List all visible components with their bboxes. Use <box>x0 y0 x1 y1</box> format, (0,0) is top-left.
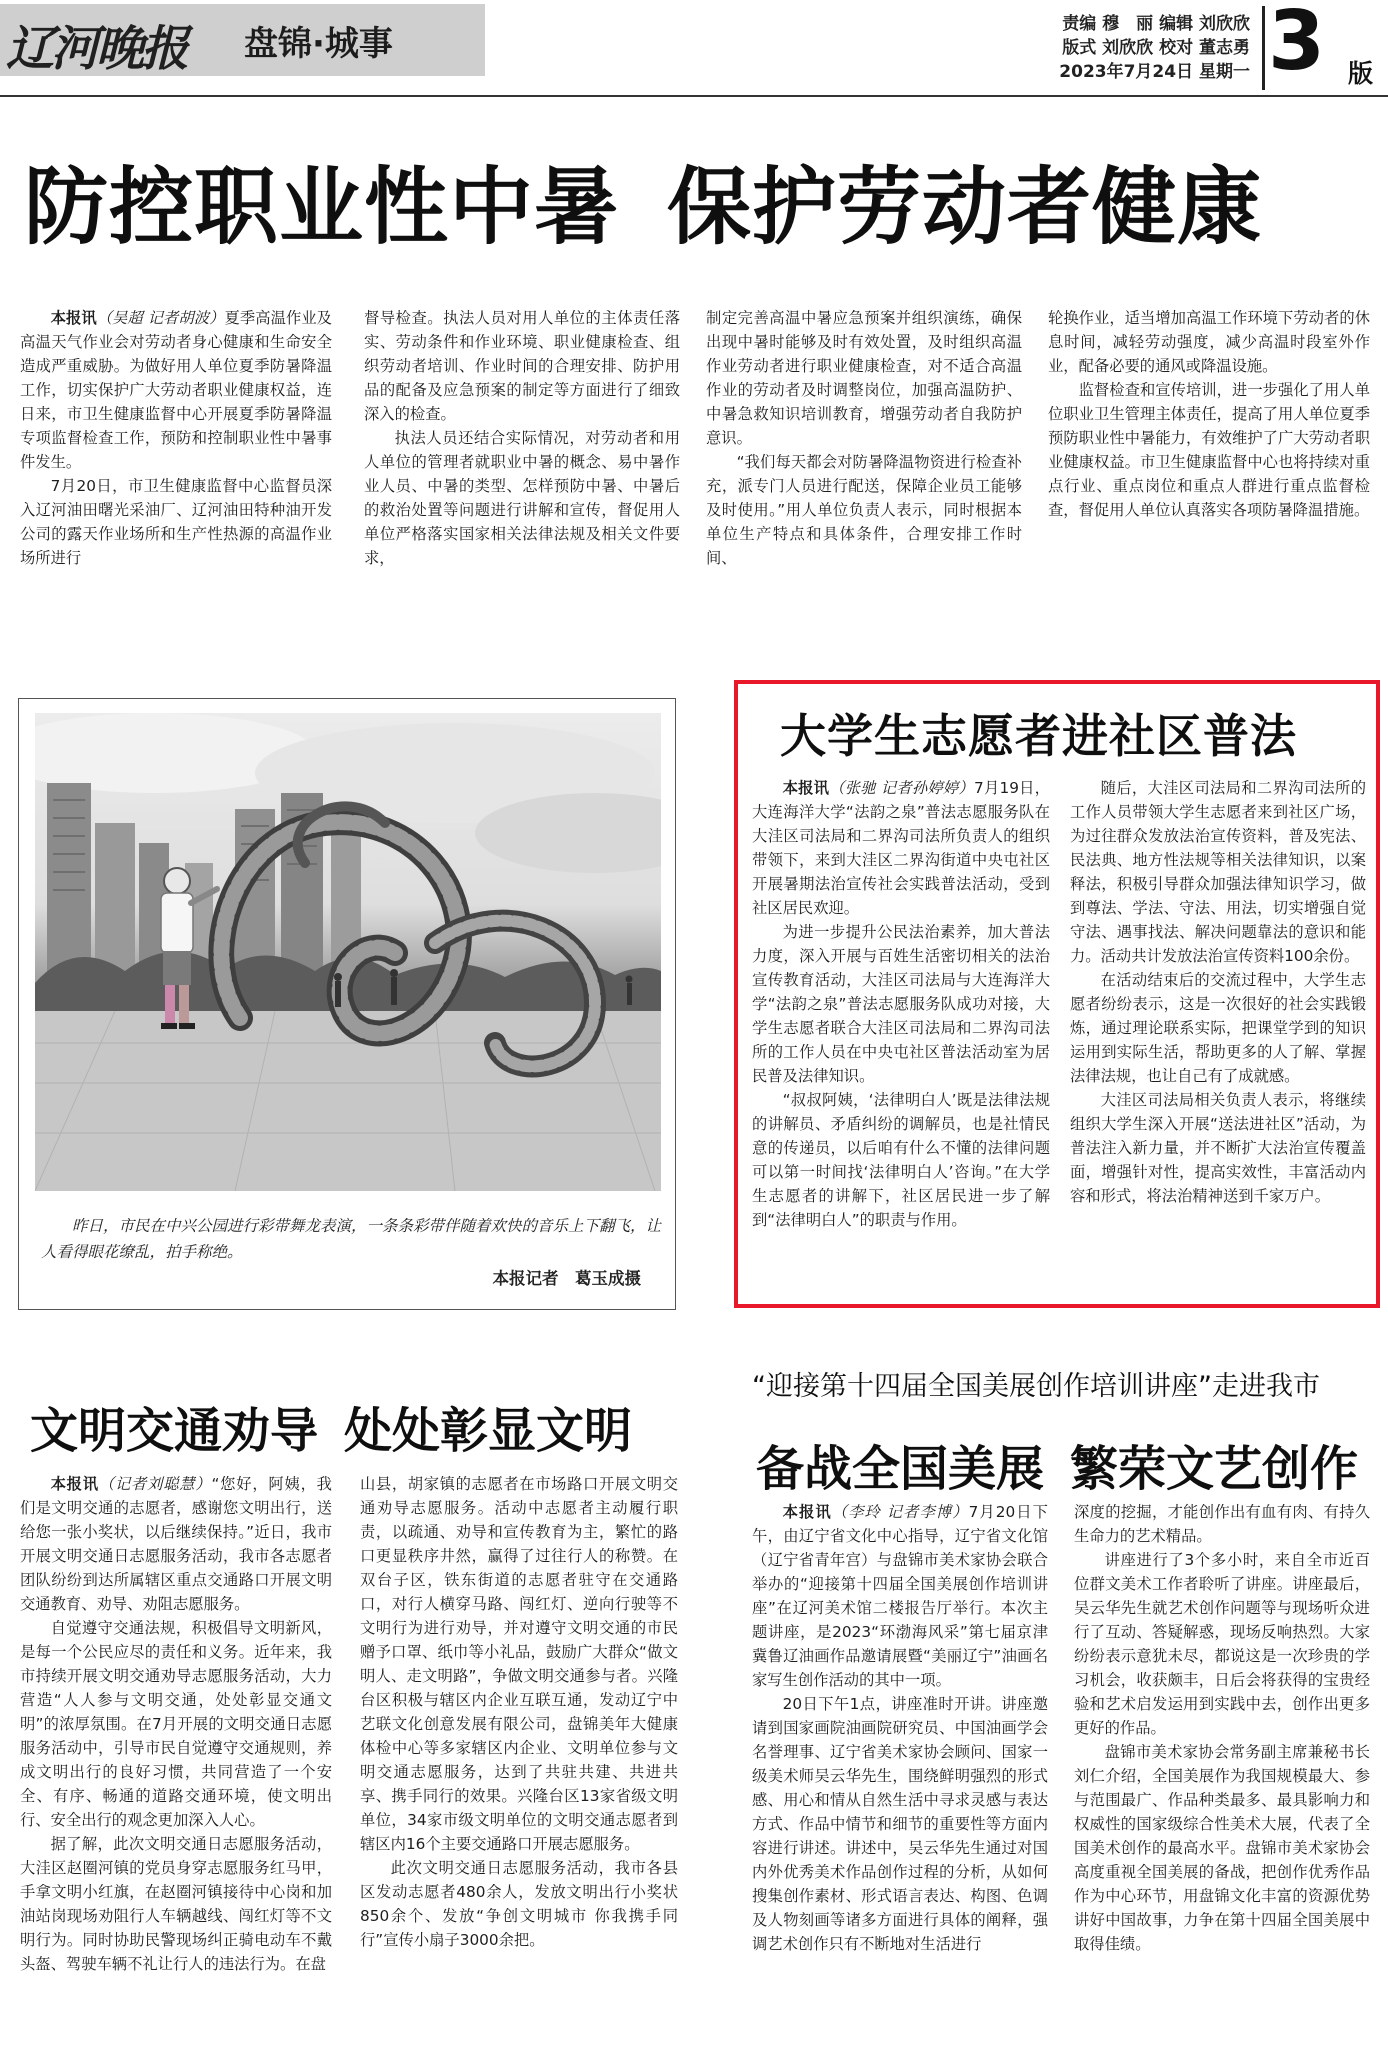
byline-lead: 本报讯 <box>782 1503 832 1521</box>
paragraph: 夏季高温作业及高温天气作业会对劳动者身心健康和生命安全造成严重威胁。为做好用人单位夏季防暑降温工作，切实保护广大劳动者职业健康权益，连日来，市卫生健康监督中心开展夏季防暑降温专项监督检查工作，预防和控制职业性中暑事件发生。 <box>20 309 332 471</box>
page-number: 3 <box>1268 0 1326 89</box>
byline-reporters: （张驰 记者孙婷婷） <box>829 779 974 797</box>
paragraph: “我们每天都会对防暑降温物资进行检查补充，派专门人员进行配送，保障企业员工能够及时使用。”用人单位负责人表示，同时根据本单位生产特点和具体条件，合理安排工作时间、 <box>706 453 1022 567</box>
masthead-rule <box>0 95 1388 97</box>
paragraph: 此次文明交通日志愿服务活动，我市各县区发动志愿者480余人，发放文明出行小奖状850余个、发放“争创文明城市 你我携手同行”宣传小扇子3000余把。 <box>360 1859 678 1949</box>
byline-lead: 本报讯 <box>50 1475 99 1493</box>
headline-part: 处处彰显文明 <box>344 1403 633 1459</box>
paragraph: 制定完善高温中暑应急预案并组织演练，确保出现中暑时能够及时有效处置，及时组织高温作业劳动者进行职业健康检查，对不适合高温作业的劳动者及时调整岗位，加强高温防护、中暑急救知识培训教育，增强劳动者自我防护意识。 <box>706 309 1022 447</box>
paragraph: 自觉遵守交通法规，积极倡导文明新风，是每一个公民应尽的责任和义务。近年来，我市持续开展文明交通劝导志愿服务活动，大力营造“人人参与文明交通，处处彰显交通文明”的浓厚氛围。在7月开展的文明交通日志愿服务活动中，引导市民自觉遵守交通规则，养成文明出行的良好习惯，共同营造了一个安全、有序、畅通的道路交通环境，使文明出行、安全出行的观念更加深入人心。 <box>20 1619 332 1829</box>
top-article-col2 <box>364 306 680 594</box>
top-headline <box>24 140 1262 261</box>
byline-reporters: （吴超 记者胡波） <box>96 309 225 327</box>
top-article-col4 <box>1048 306 1370 594</box>
headline-part: 防控职业性中暑 <box>24 158 620 256</box>
photo-caption: 昨日，市民在中兴公园进行彩带舞龙表演，一条条彩带伴随着欢快的音乐上下翻飞，让人看得眼花缭乱，拍手称绝。 <box>41 1217 662 1261</box>
paragraph: 7月20日，市卫生健康监督中心监督员深入辽河油田曙光采油厂、辽河油田特种油开发公司的露天作业场所和生产性热源的高温作业场所进行 <box>20 477 332 567</box>
law-article-col1 <box>752 776 1050 1298</box>
paragraph: “叔叔阿姨，‘法律明白人’既是法律法规的讲解员、矛盾纠纷的调解员，也是社情民意的传递员，以后咱有什么不懂的法律问题可以第一时间找‘法律明白人’咨询。”在大学生志愿者的讲解下，社区居民进一步了解到“法律明白人”的职责与作用。 <box>752 1091 1050 1229</box>
byline-lead: 本报讯 <box>782 779 830 797</box>
art-article-col2 <box>1074 1500 1370 2052</box>
paragraph: 执法人员还结合实际情况，对劳动者和用人单位的管理者就职业中暑的概念、易中暑作业人员、中暑的类型、怎样预防中暑、中暑后的救治处置等问题进行讲解和宣传，督促用人单位严格落实国家相关法律法规及相关文件要求， <box>364 429 680 567</box>
top-article-col1 <box>20 306 332 594</box>
traffic-article-col1 <box>20 1472 332 2052</box>
photo-illustration <box>35 713 661 1191</box>
masthead <box>0 0 1388 95</box>
paragraph: 轮换作业，适当增加高温工作环境下劳动者的休息时间，减轻劳动强度，减少高温时段室外作业，配备必要的通风或降温设施。 <box>1048 309 1370 375</box>
paragraph: 为进一步提升公民法治素养，加大普法力度，深入开展与百姓生活密切相关的法治宣传教育活动，大洼区司法局与大连海洋大学“法韵之泉”普法志愿服务队成功对接，大学生志愿者联合大洼区司法局和二界沟司法所的工作人员在中央屯社区普法活动室为居民普及法律知识。 <box>752 923 1050 1085</box>
paragraph: 20日下午1点，讲座准时开讲。讲座邀请到国家画院油画院研究员、中国油画学会名誉理事、辽宁省美术家协会顾问、国家一级美术师吴云华先生，围绕鲜明强烈的形式感、用心和情从自然生活中寻求灵感与表达方式、作品中情节和细节的重要性等方面内容进行讲述。讲述中，吴云华先生通过对国内外优秀美术作品创作过程的分析，从如何搜集创作素材、形式语言表达、构图、色调及人物刻画等诸多方面进行具体的阐释，强调艺术创作只有不断地对生活进行 <box>752 1695 1048 1953</box>
paragraph: 7月20日下午，由辽宁省文化中心指导，辽宁省文化馆（辽宁省青年宫）与盘锦市美术家协会联合举办的“迎接第十四届全国美展创作培训讲座”在辽河美术馆二楼报告厅举行。本次主题讲座，是2023“环渤海风采”第七届京津冀鲁辽油画作品邀请展暨“美丽辽宁”油画名家写生创作活动的其中一项。 <box>752 1503 1048 1689</box>
headline-part: 保护劳动者健康 <box>667 158 1263 256</box>
credit-line: 版式 刘欣欣 校对 董志勇 <box>1062 38 1250 58</box>
headline-part: 文明交通劝导 <box>30 1403 319 1459</box>
law-article-col2 <box>1070 776 1366 1298</box>
editor-credits <box>1030 12 1250 84</box>
paragraph: 山县，胡家镇的志愿者在市场路口开展文明交通劝导志愿服务。活动中志愿者主动履行职责，以疏通、劝导和宣传教育为主，繁忙的路口更显秩序井然，赢得了过往行人的称赞。在双台子区，铁东街道的志愿者驻守在交通路口，对行人横穿马路、闯红灯、逆向行驶等不文明行为进行劝导，并对遵守文明交通的市民赠予口罩、纸巾等小礼品，鼓励广大群众“做文明人、走文明路”，争做文明交通参与者。兴隆台区积极与辖区内企业互联互通，发动辽宁中艺联文化创意发展有限公司，盘锦美年大健康体检中心等多家辖区内企业、文明单位参与文明交通志愿服务，达到了共驻共建、共进共享、携手同行的效果。兴隆台区13家省级文明单位，34家市级文明单位的文明交通志愿者到辖区内16个主要交通路口开展志愿服务。 <box>360 1475 678 1853</box>
paragraph: 盘锦市美术家协会常务副主席兼秘书长刘仁介绍，全国美展作为我国规模最大、参与范围最广、作品种类最多、最具影响力和权威性的国家级综合性美术大展，代表了全国美术创作的最高水平。盘锦市美术家协会高度重视全国美展的备战，把创作优秀作品作为中心环节，用盘锦文化丰富的资源优势讲好中国故事，力争在第十四届全国美展中取得佳绩。 <box>1074 1743 1370 1953</box>
photo-box <box>18 698 676 1310</box>
date-line: 2023年7月24日 星期一 <box>1059 62 1250 82</box>
section-title: 盘锦·城事 <box>244 24 393 64</box>
byline-reporters: （李玲 记者李博） <box>831 1503 969 1521</box>
dragon-dance-photo <box>35 713 661 1191</box>
byline-lead: 本报讯 <box>50 309 97 327</box>
masthead-divider <box>1262 6 1265 90</box>
traffic-article-col2 <box>360 1472 678 2052</box>
paragraph: 督导检查。执法人员对用人单位的主体责任落实、劳动条件和作业环境、职业健康检查、组织劳动者培训、作业时间的合理安排、防护用品的配备及应急预案的制定等方面进行了细致深入的检查。 <box>364 309 680 423</box>
top-article-col3 <box>706 306 1022 594</box>
credit-line: 责编 穆 丽 编辑 刘欣欣 <box>1062 14 1250 34</box>
headline-part: 繁荣文艺创作 <box>1070 1441 1359 1497</box>
paragraph: 据了解，此次文明交通日志愿服务活动，大洼区赵圈河镇的党员身穿志愿服务红马甲，手拿文明小红旗，在赵圈河镇接待中心岗和加油站岗现场劝阻行人车辆越线、闯红灯等不文明行为。同时协助民警现场纠正骑电动车不戴头盔、驾驶车辆不礼让行人的违法行为。在盘 <box>20 1835 332 1973</box>
paragraph: 在活动结束后的交流过程中，大学生志愿者纷纷表示，这是一次很好的社会实践锻炼，通过理论联系实际，把课堂学到的知识运用到实际生活，帮助更多的人了解、掌握法律法规，也让自己有了成就感。 <box>1070 971 1366 1085</box>
paragraph: 讲座进行了3个多小时，来自全市近百位群文美术工作者聆听了讲座。讲座最后，吴云华先生就艺术创作问题等与现场听众进行了互动、答疑解惑，现场反响热烈。大家纷纷表示意犹未尽，都说这是一次珍贵的学习机会，收获颇丰，日后会将获得的宝贵经验和艺术启发运用到实践中去，创作出更多更好的作品。 <box>1074 1551 1370 1737</box>
page-suffix: 版 <box>1348 59 1374 88</box>
newspaper-logo: 辽河晚报 <box>6 21 187 77</box>
headline-part: 备战全国美展 <box>756 1441 1045 1497</box>
art-subheadline: “迎接第十四届全国美展创作培训讲座”走进我市 <box>752 1371 1320 1402</box>
paragraph: 监督检查和宣传培训，进一步强化了用人单位职业卫生管理主体责任，提高了用人单位夏季预防职业性中暑能力，有效维护了广大劳动者职业健康权益。市卫生健康监督中心也将持续对重点行业、重点岗位和重点人群进行重点监督检查，督促用人单位认真落实各项防暑降温措施。 <box>1048 381 1370 519</box>
art-headline <box>756 1430 1358 1499</box>
byline-reporters: （记者刘聪慧） <box>98 1475 212 1493</box>
paragraph: 深度的挖掘，才能创作出有血有肉、有持久生命力的艺术精品。 <box>1074 1503 1370 1545</box>
paragraph: “您好，阿姨，我们是文明交通的志愿者，感谢您文明出行，送给您一张小奖状，以后继续保持。”近日，我市开展文明交通日志愿服务活动，我市各志愿者团队纷纷到达所属辖区重点交通路口开展文明交通教育、劝导、劝阻志愿服务。 <box>20 1475 332 1613</box>
photo-credit: 本报记者 葛玉成摄 <box>492 1269 641 1288</box>
paragraph: 大洼区司法局相关负责人表示，将继续组织大学生深入开展“送法进社区”活动，为普法注入新力量，并不断扩大法治宣传覆盖面，增强针对性，提高实效性，丰富活动内容和形式，将法治精神送到千家万户。 <box>1070 1091 1366 1205</box>
art-article-col1 <box>752 1500 1048 2052</box>
paragraph: 7月19日，大连海洋大学“法韵之泉”普法志愿服务队在大洼区司法局和二界沟司法所负责人的组织带领下，来到大洼区二界沟街道中央屯社区开展暑期法治宣传社会实践普法活动，受到社区居民欢迎。 <box>752 779 1050 917</box>
paragraph: 随后，大洼区司法局和二界沟司法所的工作人员带领大学生志愿者来到社区广场，为过往群众发放法治宣传资料，普及宪法、民法典、地方性法规等相关法律知识，以案释法，积极引导群众加强法律知识学习，做到尊法、学法、守法、用法，切实增强自觉守法、遇事找法、解决问题靠法的意识和能力。活动共计发放法治宣传资料100余份。 <box>1070 779 1366 965</box>
traffic-headline <box>30 1392 632 1461</box>
law-headline: 大学生志愿者进社区普法 <box>780 709 1297 763</box>
